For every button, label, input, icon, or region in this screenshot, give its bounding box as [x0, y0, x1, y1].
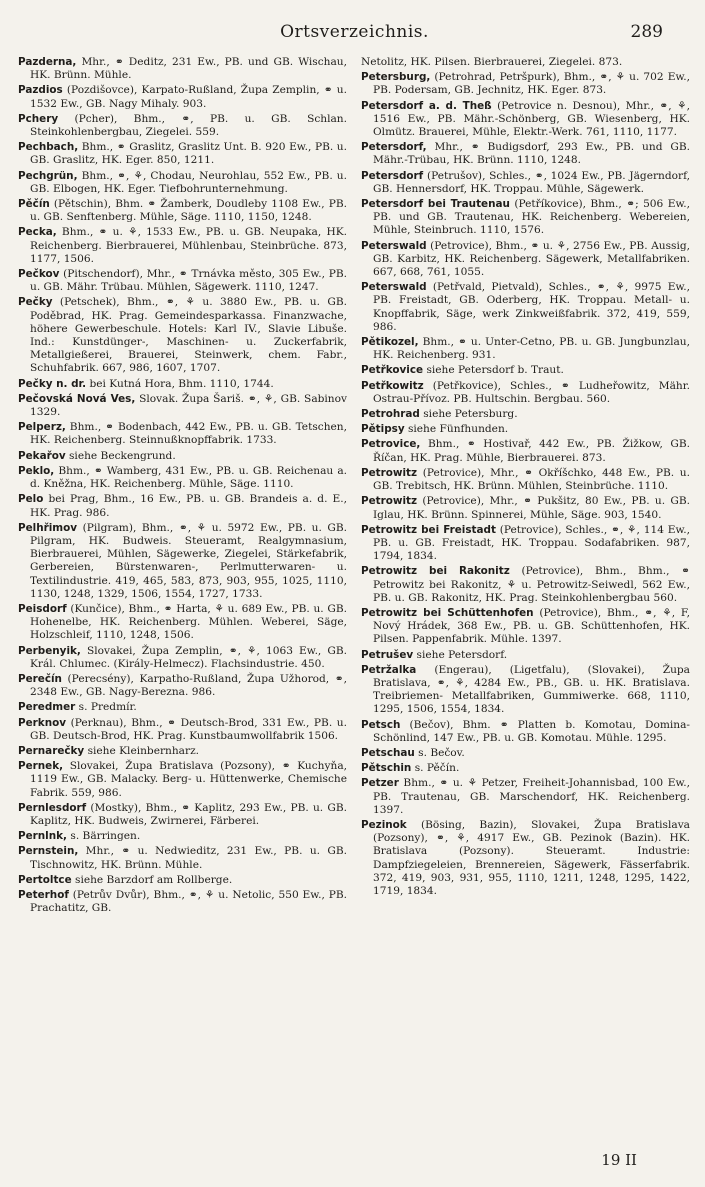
- entry-place-name: Perečín: [18, 672, 62, 685]
- directory-entry: [18, 378, 347, 391]
- directory-entry: [18, 296, 347, 375]
- directory-entry: [361, 408, 690, 421]
- entry-details: (Pětschin), Bhm. ⚭ Žamberk, Doudleby 1108 Ew., PB. u. GB. Senftenberg. Mühle, Säge. 1110, 1150, 1248.: [30, 198, 347, 224]
- entry-place-name: Pětschin: [361, 762, 412, 775]
- entry-place-name: Pechbach,: [18, 141, 79, 154]
- entry-details: Bhm., ⚭ Bodenbach, 442 Ew., PB. u. GB. Tetschen, HK. Reichenberg. Steinnußknopffabrik. 1733.: [30, 421, 347, 447]
- directory-entry: [361, 100, 690, 140]
- directory-entry: [18, 717, 347, 743]
- entry-details: (Perknau), Bhm., ⚭ Deutsch-Brod, 331 Ew., PB. u. GB. Deutsch-Brod, HK. Prag. Kunstbaumwollfabrik 1506.: [30, 716, 347, 742]
- entry-place-name: Perbenyik,: [18, 644, 81, 657]
- entry-details: (Engerau), (Ligetfalu), (Slovakei), Župa Bratislava, ⚭, ⚘, 4284 Ew., PB., GB. u. HK. Bratislava. Treibriemen- Metallfabriken, Gummiwerke. 668, 1110, 1295, 1506, 1554, 1834.: [373, 663, 690, 716]
- entry-place-name: Perknov: [18, 716, 67, 729]
- directory-entry: [361, 777, 690, 817]
- entry-place-name: Petrowitz: [361, 495, 418, 508]
- entry-details: Bhm., ⚭ Wamberg, 431 Ew., PB. u. GB. Reichenau a. d. Kněžna, HK. Reichenberg. Mühle, Säge. 1110.: [30, 464, 347, 491]
- page-title: Ortsverzeichnis.: [280, 22, 429, 42]
- entry-details: (Pozdišovce), Karpato-Rußland, Župa Zemplin, ⚭ u. 1532 Ew., GB. Nagy Mihaly. 903.: [30, 84, 347, 110]
- directory-entry: [18, 645, 347, 671]
- directory-entry: [361, 719, 690, 745]
- entry-place-name: Peterswald: [361, 281, 427, 294]
- entry-details: siehe Petersburg.: [419, 408, 518, 421]
- directory-entry: [361, 495, 690, 521]
- directory-entry: [361, 762, 690, 775]
- entry-details: siehe Petersdorf b. Traut.: [423, 364, 564, 377]
- entry-place-name: Peisdorf: [18, 602, 67, 615]
- entry-place-name: Petersdorf,: [361, 141, 427, 154]
- entry-details: (Kunčice), Bhm., ⚭ Harta, ⚘ u. 689 Ew., PB. u. GB. Hohenelbe, HK. Reichenberg. Mühlen. Weberei, Säge, Holzschleif, 1110, 1248, 1506.: [30, 602, 347, 642]
- entry-place-name: Peklo,: [18, 464, 55, 477]
- directory-entry: [361, 380, 690, 406]
- entry-place-name: Petrowitz bei Freistadt: [361, 523, 496, 536]
- entry-details: s. Predmír.: [75, 701, 137, 714]
- entry-details: Netolitz, HK. Pilsen. Bierbrauerei, Ziegelei. 873.: [361, 56, 623, 68]
- directory-entry: [361, 336, 690, 362]
- directory-entry: [18, 226, 347, 266]
- directory-entry: [361, 71, 690, 97]
- entry-place-name: Petrušev: [361, 648, 414, 661]
- directory-entry: [361, 607, 690, 647]
- page-number: 289: [630, 22, 663, 42]
- entry-place-name: Pecka,: [18, 226, 57, 239]
- entry-details: (Petrovice), Mhr., ⚭ Okříšchko, 448 Ew., PB. u. GB. Trebitsch, HK. Brünn. Mühlen, Steinbrüche. 1110.: [373, 466, 690, 493]
- directory-entry: [18, 56, 347, 82]
- entry-details: Slovak. Župa Šariš. ⚭, ⚘, GB. Sabinov 1329.: [30, 392, 347, 419]
- entry-place-name: Pečkov: [18, 268, 60, 281]
- entry-place-name: Petersdorf a. d. Theß: [361, 99, 492, 112]
- entry-place-name: Pětikozel,: [361, 336, 419, 349]
- entry-place-name: Peredmer: [18, 701, 76, 714]
- entry-details: (Petschek), Bhm., ⚭, ⚘ u. 3880 Ew., PB. u. GB. Poděbrad, HK. Prag. Gemeindesparkassa. Finanzwache, höhere Gewerbeschule. Hotels: Karl IV., Slavie Libuše. Ind.: Kunstdünger-, Maschinen- u. Zuckerfabrik, Metallgießerei, Brauerei, Steinwerk, chem. Fabr., Schuhfabrik. 667, 986, 1607, 1707.: [30, 296, 347, 375]
- directory-entry: [361, 364, 690, 377]
- entry-place-name: Peterswald: [361, 239, 427, 252]
- entry-place-name: Petřkowitz: [361, 379, 424, 392]
- directory-entry: [361, 240, 690, 280]
- entry-details: Mhr., ⚭ u. Nedwieditz, 231 Ew., PB. u. GB. Tischnowitz, HK. Brünn. Mühle.: [30, 845, 347, 871]
- entry-details: (Pilgram), Bhm., ⚭, ⚘ u. 5972 Ew., PB. u. GB. Pilgram, HK. Budweis. Steueramt, Realgymnasium, Bierbrauerei, Mühlen, Sägewerke, Ziegelei, Stärkefabrik, Gerbereien, Bürstenwaren-, Perlmutterwaren- u. Textilindustrie. 419, 465, 583, 873, 903, 955, 1025, 1110, 1130, 1248, 1329, 1506, 1554, 1727, 1733.: [30, 521, 347, 600]
- entry-place-name: Pernarečky: [18, 744, 85, 757]
- entry-details: Mhr., ⚭ Budigsdorf, 293 Ew., PB. und GB. Mähr.-Trübau, HK. Brünn. 1110, 1248.: [373, 141, 690, 167]
- entry-details: (Pitschendorf), Mhr., ⚭ Trnávka město, 305 Ew., PB. u. GB. Mähr. Trübau. Mühlen, Sägewerk. 1110, 1247.: [30, 268, 347, 294]
- directory-entry: [18, 522, 347, 601]
- entry-details: (Perecsény), Karpatho-Rußland, Župa Užhorod, ⚭, 2348 Ew., GB. Nagy-Berezna. 986.: [30, 672, 347, 699]
- entry-details: Slovakei, Župa Zemplin, ⚭, ⚘, 1063 Ew., GB. Král. Chlumec. (Király-Helmecz). Flachsindustrie. 450.: [30, 644, 347, 670]
- entry-details: Bhm., ⚭ Hostivař, 442 Ew., PB. Žižkow, GB. Říčan, HK. Prag. Mühle, Bierbrauerei. 873.: [373, 438, 690, 464]
- entry-place-name: Pertoltce: [18, 873, 72, 886]
- entry-details: (Mostky), Bhm., ⚭ Kaplitz, 293 Ew., PB. u. GB. Kaplitz, HK. Budweis, Zwirnerei, Färberei.: [30, 801, 347, 827]
- entry-details: Bhm., ⚭ Graslitz, Graslitz Unt. B. 920 Ew., PB. u. GB. Graslitz, HK. Eger. 850, 1211.: [30, 141, 347, 167]
- entry-details: Mhr., ⚭ Deditz, 231 Ew., PB. und GB. Wischau, HK. Brünn. Mühle.: [30, 56, 347, 82]
- entry-place-name: Pernek,: [18, 760, 64, 773]
- entry-details: Bhm., ⚭, ⚘, Chodau, Neurohlau, 552 Ew., PB. u. GB. Elbogen, HK. Eger. Tiefbohrunternehmung.: [30, 169, 347, 195]
- directory-entry: [18, 198, 347, 224]
- entry-place-name: Pečky: [18, 296, 53, 309]
- entry-details: (Petrovice), Bhm., Bhm., ⚭ Petrowitz bei Rakonitz, ⚘ u. Petrowitz-Seiwedl, 562 Ew., PB. u. GB. Rakonitz, HK. Prag. Steinkohlenbergbau 560.: [373, 565, 690, 604]
- sheet-signature: 19 II: [601, 1151, 637, 1169]
- entry-place-name: Petzer: [361, 777, 399, 790]
- entry-details: bei Kutná Hora, Bhm. 1110, 1744.: [86, 377, 274, 390]
- entry-place-name: Petrowitz bei Schüttenhofen: [361, 606, 534, 619]
- directory-entry: [18, 603, 347, 643]
- entry-details: (Petrovice), Mhr., ⚭ Pukšitz, 80 Ew., PB. u. GB. Iglau, HK. Brünn. Spinnerei, Mühle, Säge. 903, 1540.: [373, 495, 690, 521]
- directory-entry: [361, 198, 690, 238]
- entry-details: (Petřvald, Pietvald), Schles., ⚭, ⚘, 9975 Ew., PB. Freistadt, GB. Oderberg, HK. Troppau. Metall- u. Knopffabrik, Säge, werk Zinkweißfabrik. 372, 419, 559, 986.: [373, 281, 690, 333]
- entry-details: Slovakei, Župa Bratislava (Pozsony), ⚭ Kuchyňa, 1119 Ew., GB. Malacky. Berg- u. Hüttenwerke, Chemische Fabrik. 559, 986.: [30, 760, 347, 799]
- entry-place-name: Pernlesdorf: [18, 801, 87, 814]
- directory-entry: [361, 664, 690, 717]
- entry-details: (Petrovice n. Desnou), Mhr., ⚭, ⚘, 1516 Ew., PB. Mähr.-Schönberg, GB. Wiesenberg, HK. Olmütz. Brauerei, Mühle, Elektr.-Werk. 761, 1110, 1177.: [373, 99, 690, 139]
- entry-place-name: Petrohrad: [361, 408, 420, 421]
- entry-place-name: Peterhof: [18, 888, 69, 901]
- entry-details: (Petrušov), Schles., ⚭, 1024 Ew., PB. Jägerndorf, GB. Hennersdorf, HK. Troppau. Mühle, Sägewerk.: [373, 169, 690, 195]
- entry-place-name: Pekařov: [18, 449, 66, 462]
- entry-place-name: Petschau: [361, 746, 415, 759]
- entry-details: (Petrovice), Bhm., ⚭, ⚘, F, Nový Hrádek, 368 Ew., PB. u. GB. Schüttenhofen, HK. Pilsen. Pappenfabrik. Mühle. 1397.: [373, 606, 690, 646]
- entry-place-name: Pěčín: [18, 198, 50, 211]
- entry-place-name: Petersburg,: [361, 71, 431, 84]
- entry-details: bei Prag, Bhm., 16 Ew., PB. u. GB. Brandeis a. d. E., HK. Prag. 986.: [30, 493, 347, 519]
- entry-place-name: Pernlnk,: [18, 830, 68, 843]
- directory-entry: [18, 745, 347, 758]
- entry-place-name: Petrovice,: [361, 438, 421, 451]
- directory-entry: [18, 760, 347, 800]
- entry-details: siehe Fünfhunden.: [404, 423, 509, 436]
- entry-place-name: Petersdorf: [361, 169, 424, 182]
- directory-entry: [18, 830, 347, 843]
- directory-entry: [361, 565, 690, 605]
- directory-entry: [18, 802, 347, 828]
- directory-entry: [361, 423, 690, 436]
- entry-details: s. Bärringen.: [67, 830, 141, 843]
- directory-entry: [361, 649, 690, 662]
- directory-entry: [18, 113, 347, 139]
- entry-details: siehe Kleinbernharz.: [84, 744, 200, 757]
- entry-details: (Bečov), Bhm. ⚭ Platten b. Komotau, Domina-Schönlind, 147 Ew., PB. u. GB. Komotau. Mühle. 1295.: [373, 718, 690, 744]
- directory-entry: [18, 84, 347, 110]
- directory-entry: [361, 170, 690, 196]
- entry-place-name: Pelo: [18, 493, 44, 506]
- columns: [18, 56, 691, 917]
- entry-details: siehe Petersdorf.: [413, 648, 508, 661]
- directory-entry: [18, 889, 347, 915]
- directory-entry: [361, 467, 690, 493]
- directory-entry: [18, 450, 347, 463]
- entry-place-name: Petřkovice: [361, 364, 424, 377]
- directory-entry: [18, 493, 347, 519]
- left-column: [18, 56, 347, 917]
- directory-entry: [361, 524, 690, 564]
- entry-place-name: Pečovská Nová Ves,: [18, 392, 136, 405]
- entry-place-name: Pazdios: [18, 84, 63, 97]
- entry-details: Bhm., ⚭ u. ⚘, 1533 Ew., PB. u. GB. Neupaka, HK. Reichenberg. Bierbrauerei, Mühlenbau, Steinbrüche. 873, 1177, 1506.: [30, 226, 347, 265]
- entry-place-name: Pelperz,: [18, 421, 66, 434]
- entry-place-name: Pechgrün,: [18, 169, 78, 182]
- entry-details: (Petřkovice), Schles., ⚭ Ludheřowitz, Mähr. Ostrau-Přívoz. PB. Hultschin. Bergbau. 560.: [373, 379, 690, 405]
- directory-entry: [18, 170, 347, 196]
- directory-entry: [18, 141, 347, 167]
- entry-place-name: Pazderna,: [18, 56, 77, 68]
- entry-details: siehe Beckengrund.: [65, 449, 176, 462]
- entry-details: Bhm., ⚭ u. ⚘ Petzer, Freiheit-Johannisbad, 100 Ew., PB. Trautenau, GB. Marschendorf, HK. Reichenberg. 1397.: [373, 777, 690, 816]
- entry-details: (Petrovice), Schles., ⚭, ⚘, 114 Ew., PB. u. GB. Freistadt, HK. Troppau. Sodafabriken. 987, 1794, 1834.: [373, 523, 690, 563]
- directory-entry: [18, 268, 347, 294]
- directory-entry: [361, 141, 690, 167]
- entry-place-name: Pchery: [18, 112, 59, 125]
- directory-entry: [361, 747, 690, 760]
- directory-entry: [361, 281, 690, 334]
- entry-place-name: Petržalka: [361, 663, 417, 676]
- entry-details: Bhm., ⚭ u. Unter-Cetno, PB. u. GB. Jungbunzlau, HK. Reichenberg. 931.: [373, 336, 690, 362]
- entry-place-name: Petrowitz: [361, 466, 418, 479]
- entry-details: (Petrův Dvůr), Bhm., ⚭, ⚘ u. Netolic, 550 Ew., PB. Prachatitz, GB.: [30, 888, 347, 915]
- directory-entry: [18, 845, 347, 871]
- directory-entry: [18, 393, 347, 419]
- entry-place-name: Pečky n. dr.: [18, 377, 87, 390]
- directory-entry: [361, 438, 690, 464]
- entry-place-name: Petersdorf bei Trautenau: [361, 198, 510, 211]
- directory-entry: [18, 421, 347, 447]
- entry-details: (Petrovice), Bhm., ⚭ u. ⚘, 2756 Ew., PB. Aussig, GB. Karbitz, HK. Reichenberg. Sägewerk, Metallfabriken. 667, 668, 761, 1055.: [373, 239, 690, 279]
- directory-entry: [18, 465, 347, 491]
- directory-entry: [18, 701, 347, 714]
- entry-details: (Petrohrad, Petršpurk), Bhm., ⚭, ⚘ u. 702 Ew., PB. Podersam, GB. Jechnitz, HK. Eger. 873.: [373, 71, 690, 97]
- entry-place-name: Pelhřimov: [18, 521, 78, 534]
- directory-entry: [18, 673, 347, 699]
- entry-place-name: Pernstein,: [18, 845, 79, 858]
- directory-entry: [18, 874, 347, 887]
- right-column: [361, 56, 690, 917]
- entry-place-name: Petsch: [361, 718, 401, 731]
- entry-place-name: Pětipsy: [361, 423, 405, 436]
- entry-details: siehe Barzdorf am Rollberge.: [71, 873, 233, 886]
- entry-details: s. Bečov.: [414, 746, 465, 759]
- directory-entry: [361, 819, 690, 898]
- directory-entry: [361, 56, 690, 69]
- entry-place-name: Petrowitz bei Rakonitz: [361, 565, 510, 578]
- entry-details: (Pcher), Bhm., ⚭, PB. u. GB. Schlan. Steinkohlenbergbau, Ziegelei. 559.: [30, 112, 347, 139]
- page-header: [18, 14, 691, 56]
- entry-details: (Petříkovice), Bhm., ⚭; 506 Ew., PB. und GB. Trautenau, HK. Reichenberg. Webereien, Mühle, Steinbruch. 1110, 1576.: [373, 198, 690, 237]
- entry-details: s. Pěčín.: [411, 762, 460, 775]
- entry-place-name: Pezinok: [361, 818, 407, 831]
- entry-details: (Bösing, Bazin), Slovakei, Župa Bratislava (Pozsony), ⚭, ⚘, 4917 Ew., GB. Pezinok (Bazin). HK. Bratislava (Pozsony). Steueramt. Industrie: Dampfziegeleien, Brennereien, Sägewerk, Fässerfabrik. 372, 419, 903, 931, 955, 1110, 1211, 1248, 1295, 1422, 1719, 1834.: [373, 818, 690, 897]
